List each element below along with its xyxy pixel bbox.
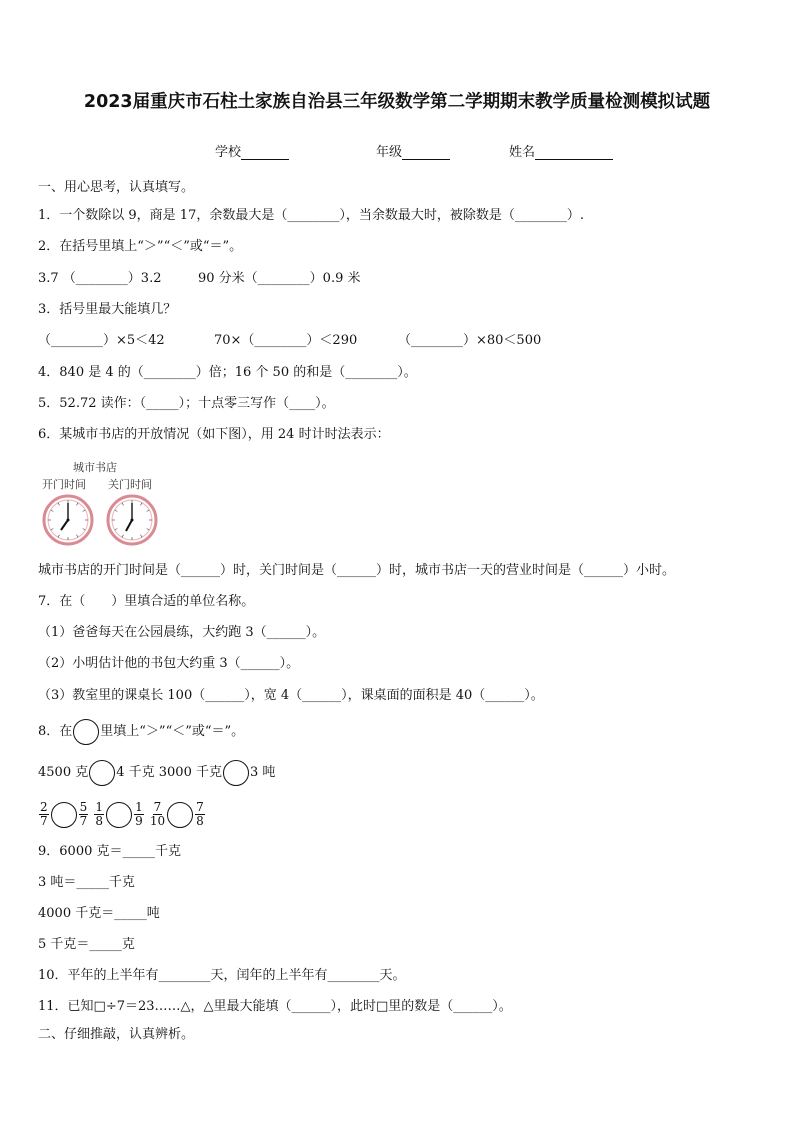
open-time-label: 开门时间 xyxy=(42,478,86,491)
page-title: 2023届重庆市石柱土家族自治县三年级数学第二学期期末教学质量检测模拟试题 xyxy=(83,92,711,112)
close-time-label: 关门时间 xyxy=(108,478,152,491)
question-9c: 4000 千克＝_____吨 xyxy=(38,906,160,921)
fraction: $\frac{7}{10}$ xyxy=(149,800,166,828)
open-clock-icon xyxy=(42,494,94,546)
question-8a: 4500 克 4 千克 3000 千克 3 吨 xyxy=(38,759,275,787)
question-10: 10．平年的上半年有________天，闰年的上半年有________天。 xyxy=(38,968,406,983)
close-clock-icon xyxy=(106,494,158,546)
question-8: 8．在 里填上“＞”“＜”或“＝”。 xyxy=(38,718,244,746)
question-2b: 90 分米（________）0.9 米 xyxy=(198,271,361,286)
answer-circle xyxy=(89,760,115,786)
question-9b: 3 吨＝_____千克 xyxy=(38,875,135,890)
question-7a: （1）爸爸每天在公园晨练，大约跑 3（______）。 xyxy=(38,625,326,640)
question-1: 1．一个数除以 9，商是 17，余数最大是（________），当余数最大时，被除数是（________）. xyxy=(38,208,584,223)
question-6: 6．某城市书店的开放情况（如下图），用 24 时计时法表示： xyxy=(38,427,390,442)
question-9d: 5 千克＝_____克 xyxy=(38,937,135,952)
fraction: $\frac{7}{8}$ xyxy=(196,800,204,828)
question-11: 11．已知□÷7＝23……△，△里最大能填（______），此时□里的数是（______）。 xyxy=(38,999,512,1014)
section-1-heading: 一、用心思考，认真填写。 xyxy=(38,180,195,195)
figure-caption: 城市书店 xyxy=(73,461,117,474)
question-3: 3．括号里最大能填几？ xyxy=(38,302,177,317)
fraction: $\frac{1}{8}$ xyxy=(95,800,104,828)
fraction: $\frac{1}{9}$ xyxy=(135,800,143,828)
question-7: 7．在（ ）里填合适的单位名称。 xyxy=(38,594,255,609)
answer-circle xyxy=(51,802,77,828)
question-5: 5．52.72 读作：（_____）；十点零三写作（____）。 xyxy=(38,396,335,411)
fraction: $\frac{2}{7}$ xyxy=(40,800,48,828)
grade-field: 年级 xyxy=(376,141,450,160)
question-3a: （________）×5＜42 xyxy=(38,333,165,348)
question-3b: 70×（________）＜290 xyxy=(214,333,358,348)
fraction: $\frac{5}{7}$ xyxy=(79,800,88,828)
answer-circle xyxy=(106,802,132,828)
question-9a: 9．6000 克＝_____千克 xyxy=(38,844,181,859)
question-3c: （________）×80＜500 xyxy=(398,333,542,348)
question-4: 4．840 是 4 的（________）倍；16 个 50 的和是（________）。 xyxy=(38,365,417,380)
answer-circle xyxy=(223,760,249,786)
question-2: 2．在括号里填上“＞”“＜”或“＝”。 xyxy=(38,239,243,254)
question-8b xyxy=(38,800,206,830)
answer-circle xyxy=(167,802,193,828)
question-2a: 3.7 （________）3.2 xyxy=(38,271,162,286)
question-7b: （2）小明估计他的书包大约重 3（______）。 xyxy=(38,656,300,671)
question-6b: 城市书店的开门时间是（______）时，关门时间是（______）时，城市书店一天的营业时间是（______）小时。 xyxy=(38,563,676,578)
name-field: 姓名 xyxy=(509,141,613,160)
answer-circle xyxy=(73,719,99,745)
school-field: 学校 xyxy=(215,141,289,160)
section-2-heading: 二、仔细推敲，认真辨析。 xyxy=(38,1027,195,1042)
question-7c: （3）教室里的课桌长 100（______），宽 4（______），课桌面的面积是 40（______）。 xyxy=(38,688,544,703)
